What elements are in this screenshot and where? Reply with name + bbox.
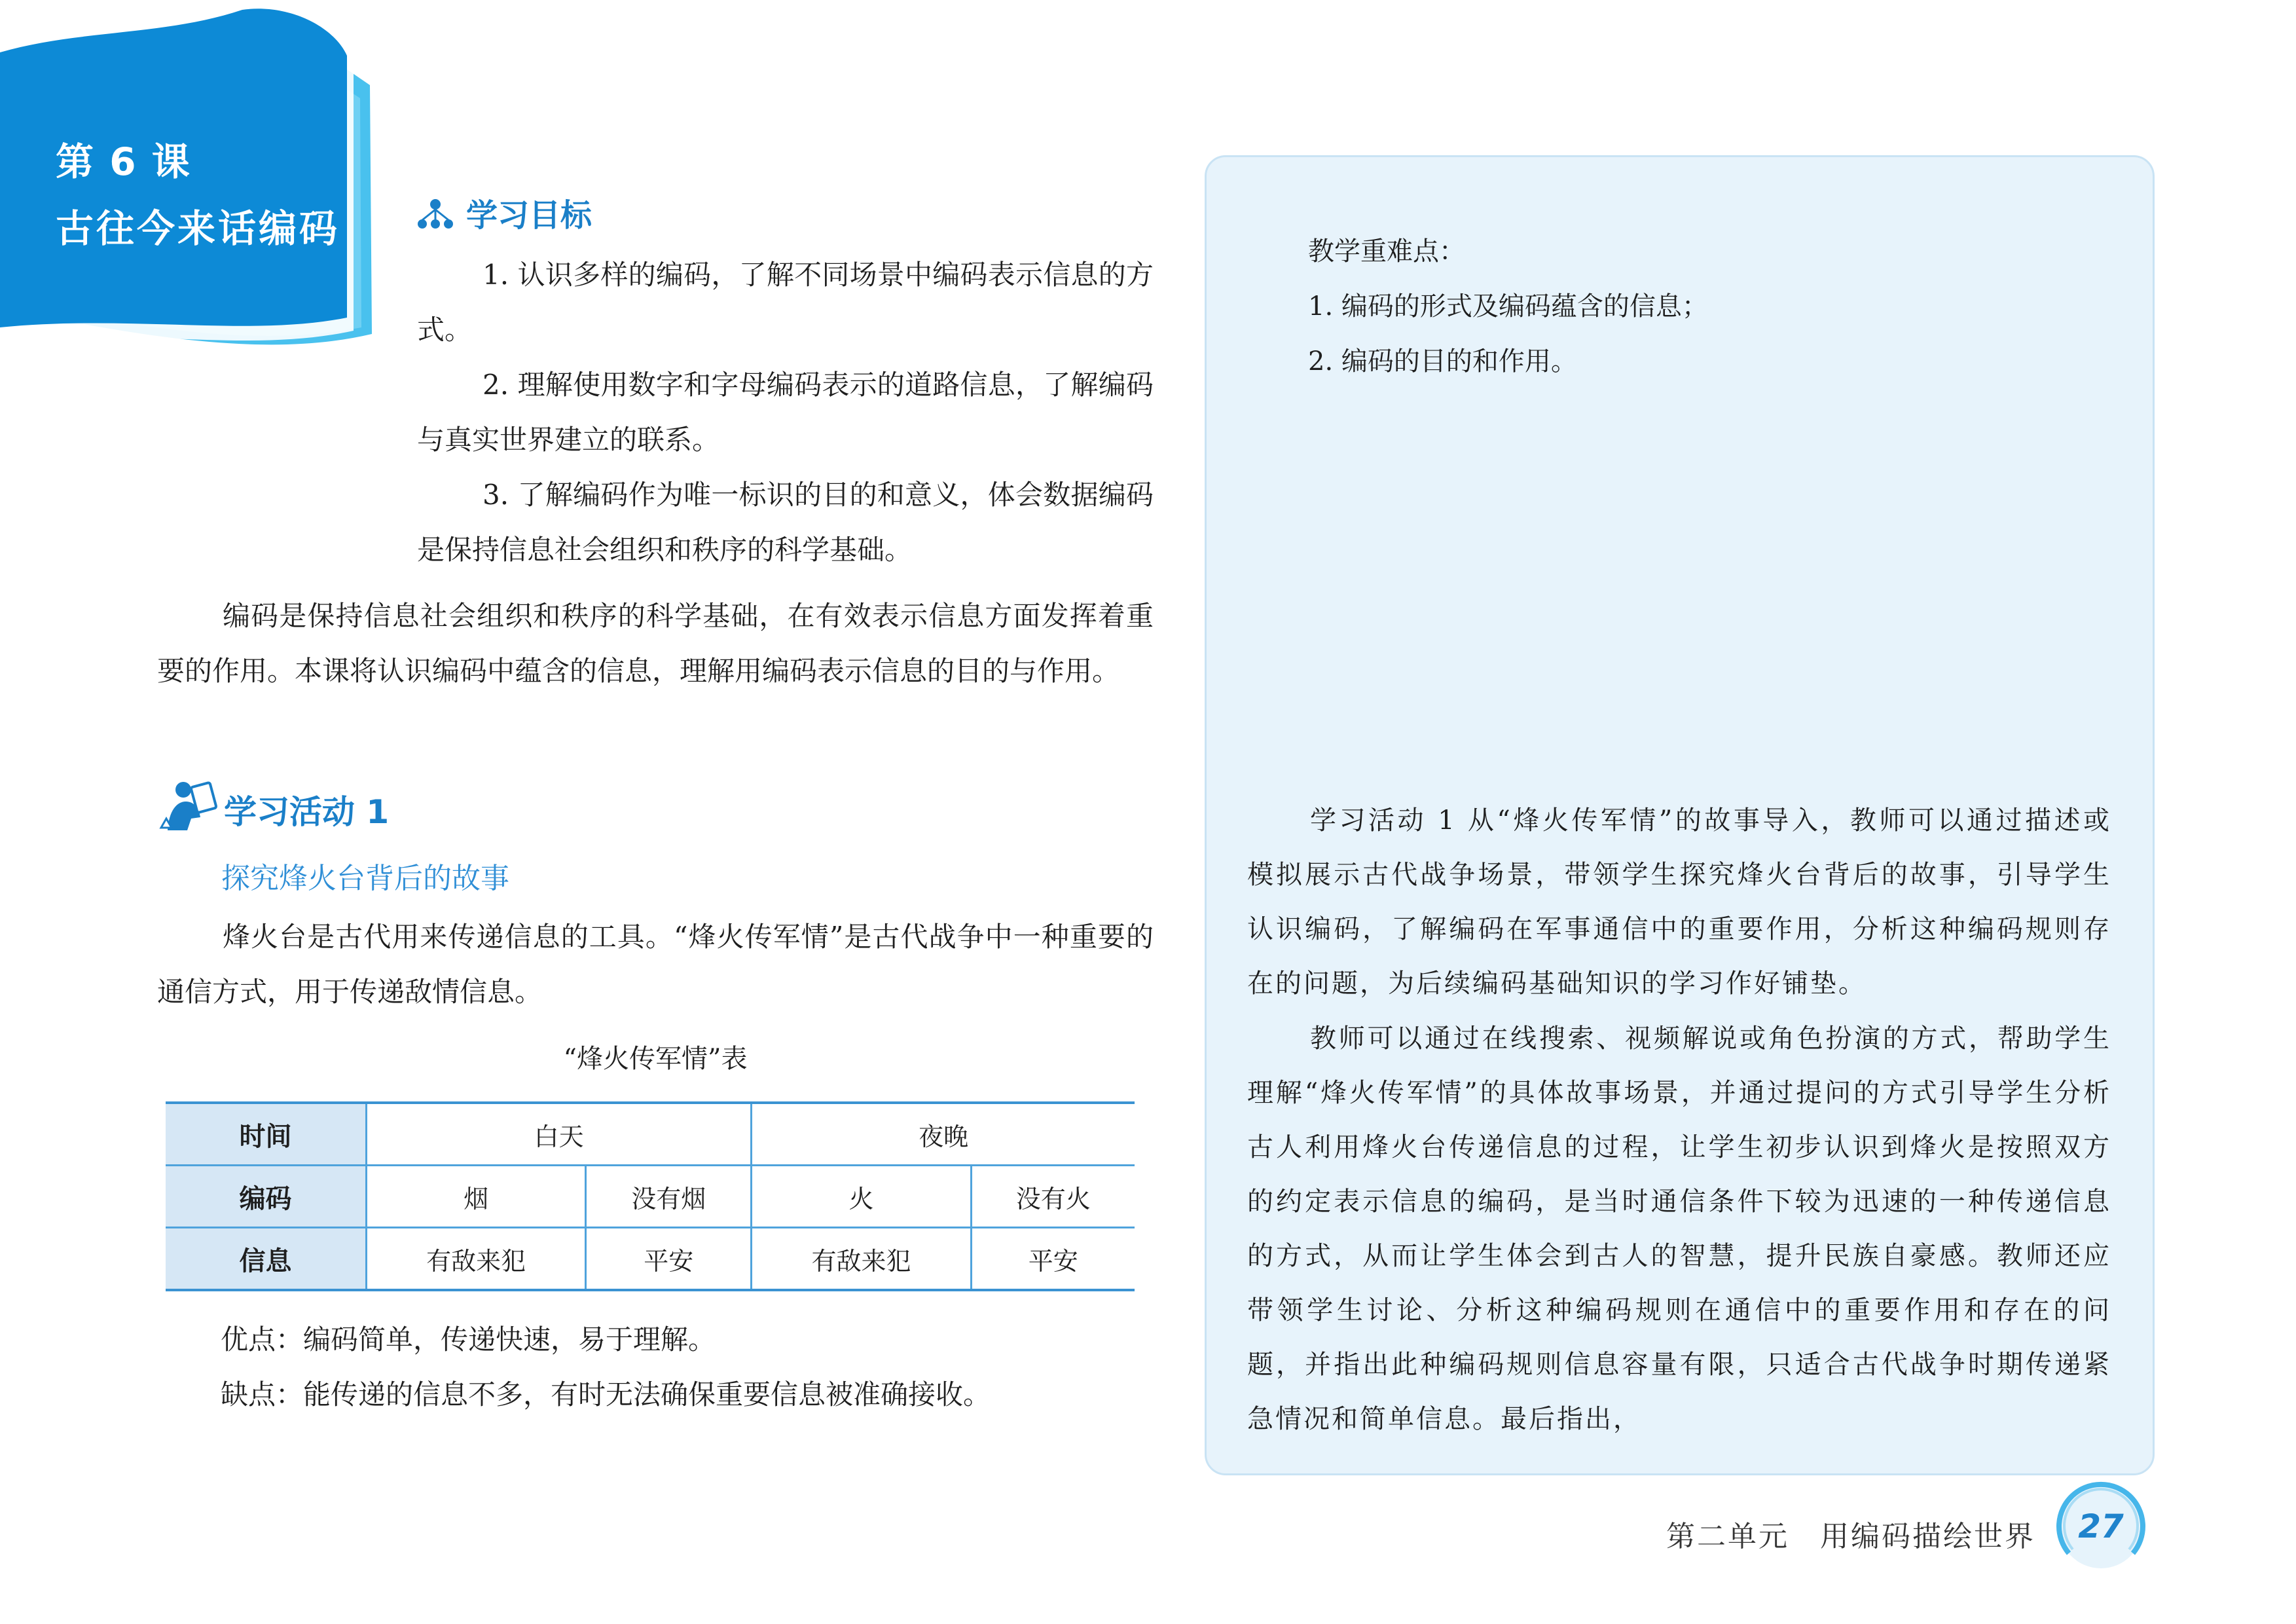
info-cell: 有敌来犯 (752, 1228, 971, 1291)
teacher-notes-panel (1205, 155, 2155, 1475)
page-number: 27 (2078, 1507, 2124, 1545)
teacher-paragraph-2: 教师可以通过在线搜索、视频解说或角色扮演的方式，帮助学生理解“烽火传军情”的具体故事场景，并通过提问的方式引导学生分析古人利用烽火台传递信息的过程，让学生初步认识到烽火是按照双方的约定表示信息的编码，是当时通信条件下较为迅速的一种传递信息的方式，从而让学生体会到古人的智慧，提升民族自豪感。教师还应带领学生讨论、分析这种编码规则在通信中的重要作用和存在的问题，并指出此种编码规则信息容量有限，只适合古代战争时期传递紧急情况和简单信息。最后指出， (1247, 1024, 2111, 1434)
info-cell: 有敌来犯 (367, 1228, 586, 1291)
row-header-time: 时间 (166, 1103, 367, 1166)
time-night: 夜晚 (752, 1103, 1135, 1166)
table-row (166, 1228, 1135, 1291)
network-icon (417, 198, 454, 231)
lesson-number: 第 6 课 (56, 139, 191, 184)
code-cell: 火 (752, 1166, 971, 1228)
signal-table (166, 1101, 1135, 1291)
activity-heading: 学习活动 1 (224, 793, 390, 831)
table-caption: “烽火传军情”表 (563, 1044, 748, 1074)
pros-text: 优点：编码简单，传递快速，易于理解。 (221, 1323, 716, 1356)
code-cell: 没有烟 (586, 1166, 752, 1228)
activity-text: 烽火台是古代用来传递信息的工具。“烽火传军情”是古代战争中一种重要的通信方式，用于传递敌情信息。 (157, 921, 1154, 1008)
lesson-title: 古往今来话编码 (56, 206, 340, 251)
goal-item-3: 3. 了解编码作为唯一标识的目的和意义，体会数据编码是保持信息社会组织和秩序的科学基础。 (417, 479, 1154, 566)
key-point-2: 2. 编码的目的和作用。 (1308, 346, 1577, 377)
info-cell: 平安 (971, 1228, 1135, 1291)
time-day: 白天 (367, 1103, 752, 1166)
activity-subtitle: 探究烽火台背后的故事 (221, 862, 509, 895)
code-cell: 没有火 (971, 1166, 1135, 1228)
info-cell: 平安 (586, 1228, 752, 1291)
student-reading-icon (157, 779, 220, 833)
row-header-info: 信息 (166, 1228, 367, 1291)
cons-text: 缺点：能传递的信息不多，有时无法确保重要信息被准确接收。 (221, 1378, 991, 1411)
table-row (166, 1166, 1135, 1228)
goal-item-2: 2. 理解使用数字和字母编码表示的道路信息，了解编码与真实世界建立的联系。 (417, 369, 1154, 456)
teacher-paragraph-1: 学习活动 1 从“烽火传军情”的故事导入，教师可以通过描述或模拟展示古代战争场景，带领学生探究烽火台背后的故事，引导学生认识编码，了解编码在军事通信中的重要作用，分析这种编码规则存在的问题，为后续编码基础知识的学习作好铺垫。 (1247, 805, 2111, 999)
goal-item-1: 1. 认识多样的编码，了解不同场景中编码表示信息的方式。 (417, 259, 1154, 346)
intro-paragraph: 编码是保持信息社会组织和秩序的科学基础，在有效表示信息方面发挥着重要的作用。本课将认识编码中蕴含的信息，理解用编码表示信息的目的与作用。 (157, 600, 1154, 687)
table-row (166, 1103, 1135, 1166)
unit-footer: 第二单元 用编码描绘世界 (1666, 1520, 2035, 1553)
key-points-title: 教学重难点： (1308, 236, 1465, 267)
code-cell: 烟 (367, 1166, 586, 1228)
row-header-code: 编码 (166, 1166, 367, 1228)
goals-heading: 学习目标 (466, 197, 592, 234)
key-point-1: 1. 编码的形式及编码蕴含的信息； (1308, 291, 1708, 322)
